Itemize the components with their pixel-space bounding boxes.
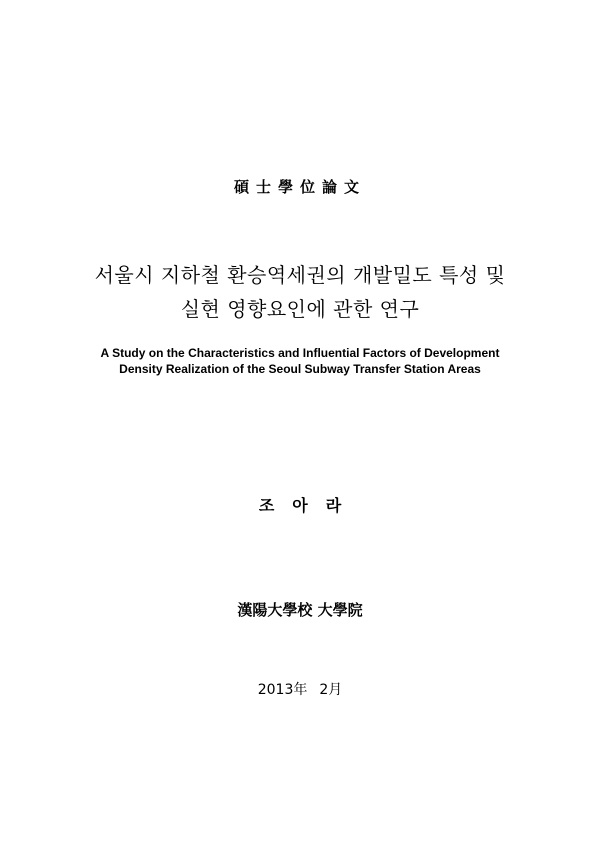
korean-title bbox=[0, 258, 600, 326]
korean-title-line-1: 서울시 지하철 환승역세권의 개발밀도 특성 및 bbox=[94, 263, 506, 287]
author-name: 조아라 bbox=[258, 496, 360, 515]
degree-label: 碩士學位論文 bbox=[233, 178, 366, 196]
english-title-line-2: Density Realization of the Seoul Subway Transfer Station Areas bbox=[119, 362, 481, 376]
date-year: 2013年 bbox=[257, 682, 308, 698]
korean-title-line-2: 실현 영향요인에 관한 연구 bbox=[180, 297, 420, 321]
submission-date bbox=[0, 679, 600, 699]
date-month: 2月 bbox=[319, 682, 343, 698]
english-title-line-1: A Study on the Characteristics and Influential Factors of Development bbox=[100, 346, 500, 360]
school-name: 漢陽大學校 大學院 bbox=[237, 601, 363, 619]
english-title bbox=[0, 345, 600, 377]
